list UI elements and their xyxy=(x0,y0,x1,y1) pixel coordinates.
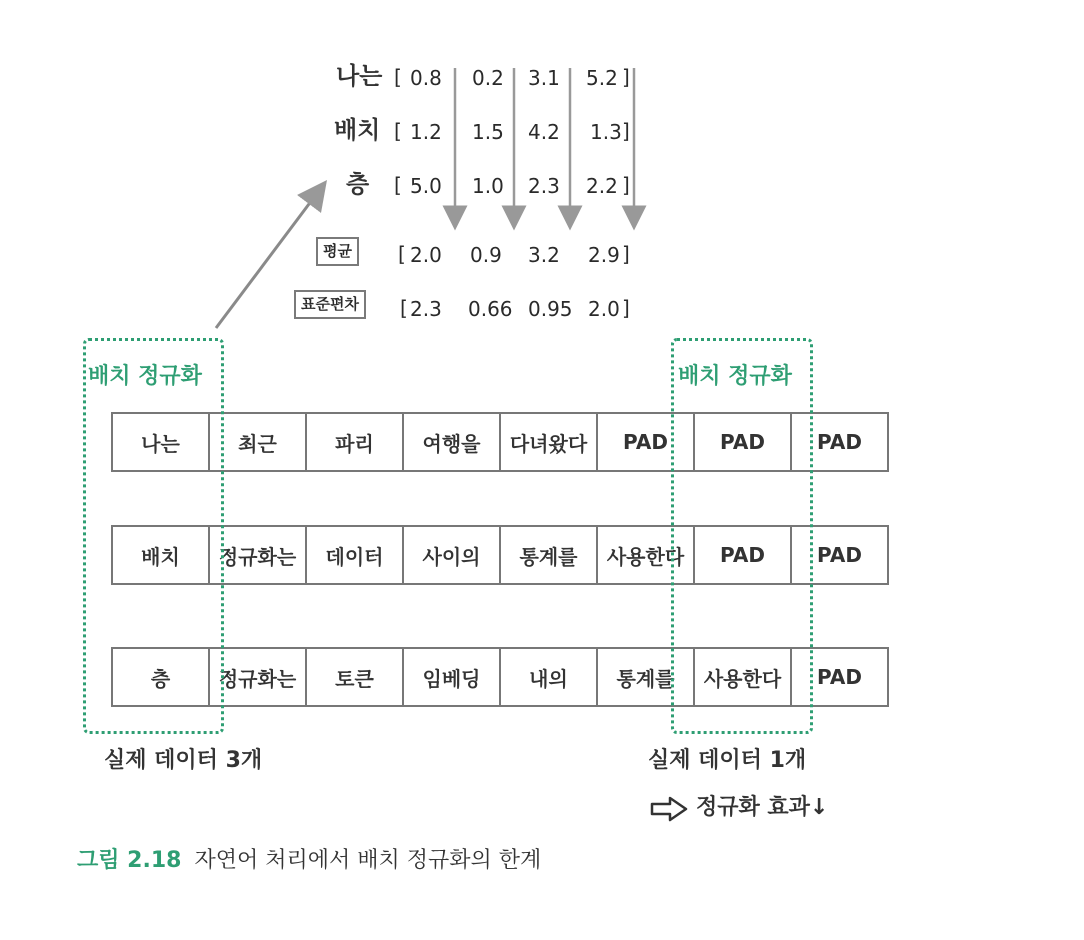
mean-value: 2.9 xyxy=(588,243,620,267)
bracket-close: ] xyxy=(622,65,630,89)
bracket-close: ] xyxy=(622,119,630,143)
token-cell: 임베딩 xyxy=(404,649,501,705)
token-cell: PAD xyxy=(817,543,862,567)
token-cell: 층 xyxy=(113,649,210,705)
figure-caption xyxy=(77,850,541,872)
token-cell: PAD xyxy=(598,414,695,470)
batch-norm-label: 배치 정규화 xyxy=(678,364,792,389)
token-cell: PAD xyxy=(817,430,862,454)
matrix-value: 5.2 xyxy=(586,66,618,90)
mean-value: 3.2 xyxy=(528,243,560,267)
std-value: 0.95 xyxy=(528,297,573,321)
token-cell: 통계를 xyxy=(598,649,695,705)
token-cell: PAD xyxy=(817,665,862,689)
bracket-close: ] xyxy=(622,242,630,266)
hollow-arrow-icon xyxy=(650,796,690,822)
bracket-close: ] xyxy=(622,296,630,320)
matrix-value: 1.3 xyxy=(590,120,622,144)
matrix-value: 5.0 xyxy=(410,174,442,198)
bracket-open: [ xyxy=(394,119,402,143)
figure-label: 그림 2.18 xyxy=(77,848,182,873)
bracket-close: ] xyxy=(622,173,630,197)
batch-norm-label: 배치 정규화 xyxy=(88,364,202,389)
note-real-data-left: 실제 데이터 3개 xyxy=(104,748,263,773)
matrix-value: 4.2 xyxy=(528,120,560,144)
token-cell: 최근 xyxy=(210,414,307,470)
bracket-open: [ xyxy=(394,173,402,197)
caption-text: 자연어 처리에서 배치 정규화의 한계 xyxy=(194,848,542,873)
mean-label-box: 평균 xyxy=(316,237,359,266)
std-value: 0.66 xyxy=(468,297,513,321)
bracket-open: [ xyxy=(394,65,402,89)
matrix-value: 1.5 xyxy=(472,120,504,144)
token-cell: 여행을 xyxy=(404,414,501,470)
token-cell: 사이의 xyxy=(404,527,501,583)
token-cell: 다녀왔다 xyxy=(501,414,598,470)
matrix-value: 2.2 xyxy=(586,174,618,198)
std-value: 2.0 xyxy=(588,297,620,321)
bracket-open: [ xyxy=(398,242,406,266)
token-cell: 데이터 xyxy=(307,527,404,583)
token-cell: 토큰 xyxy=(307,649,404,705)
std-value: 2.3 xyxy=(410,297,442,321)
matrix-value: 1.2 xyxy=(410,120,442,144)
token-cell: 사용한다 xyxy=(598,527,695,583)
matrix-row-label: 배치 xyxy=(334,116,381,144)
matrix-value: 1.0 xyxy=(472,174,504,198)
matrix-value: 0.2 xyxy=(472,66,504,90)
token-cell: 사용한다 xyxy=(695,649,792,705)
batch-norm-highlight-left xyxy=(83,338,224,734)
matrix-value: 3.1 xyxy=(528,66,560,90)
matrix-row-label: 나는 xyxy=(336,62,383,90)
token-cell: PAD xyxy=(695,414,792,470)
token-cell: 파리 xyxy=(307,414,404,470)
mean-value: 2.0 xyxy=(410,243,442,267)
bracket-open: [ xyxy=(400,296,408,320)
token-cell: 정규화는 xyxy=(210,649,307,705)
effect-text: 정규화 효과↓ xyxy=(696,795,829,820)
token-cell: 정규화는 xyxy=(210,527,307,583)
mean-value: 0.9 xyxy=(470,243,502,267)
matrix-value: 2.3 xyxy=(528,174,560,198)
matrix-value: 0.8 xyxy=(410,66,442,90)
matrix-row-label: 층 xyxy=(346,170,370,198)
token-cell: 내의 xyxy=(501,649,598,705)
token-cell: 나는 xyxy=(113,414,210,470)
token-cell: 통계를 xyxy=(501,527,598,583)
token-cell: PAD xyxy=(695,527,792,583)
note-real-data-right: 실제 데이터 1개 xyxy=(648,748,807,773)
token-cell: 배치 xyxy=(113,527,210,583)
std-label-box: 표준편차 xyxy=(294,290,366,319)
batch-norm-highlight-right xyxy=(671,338,813,734)
